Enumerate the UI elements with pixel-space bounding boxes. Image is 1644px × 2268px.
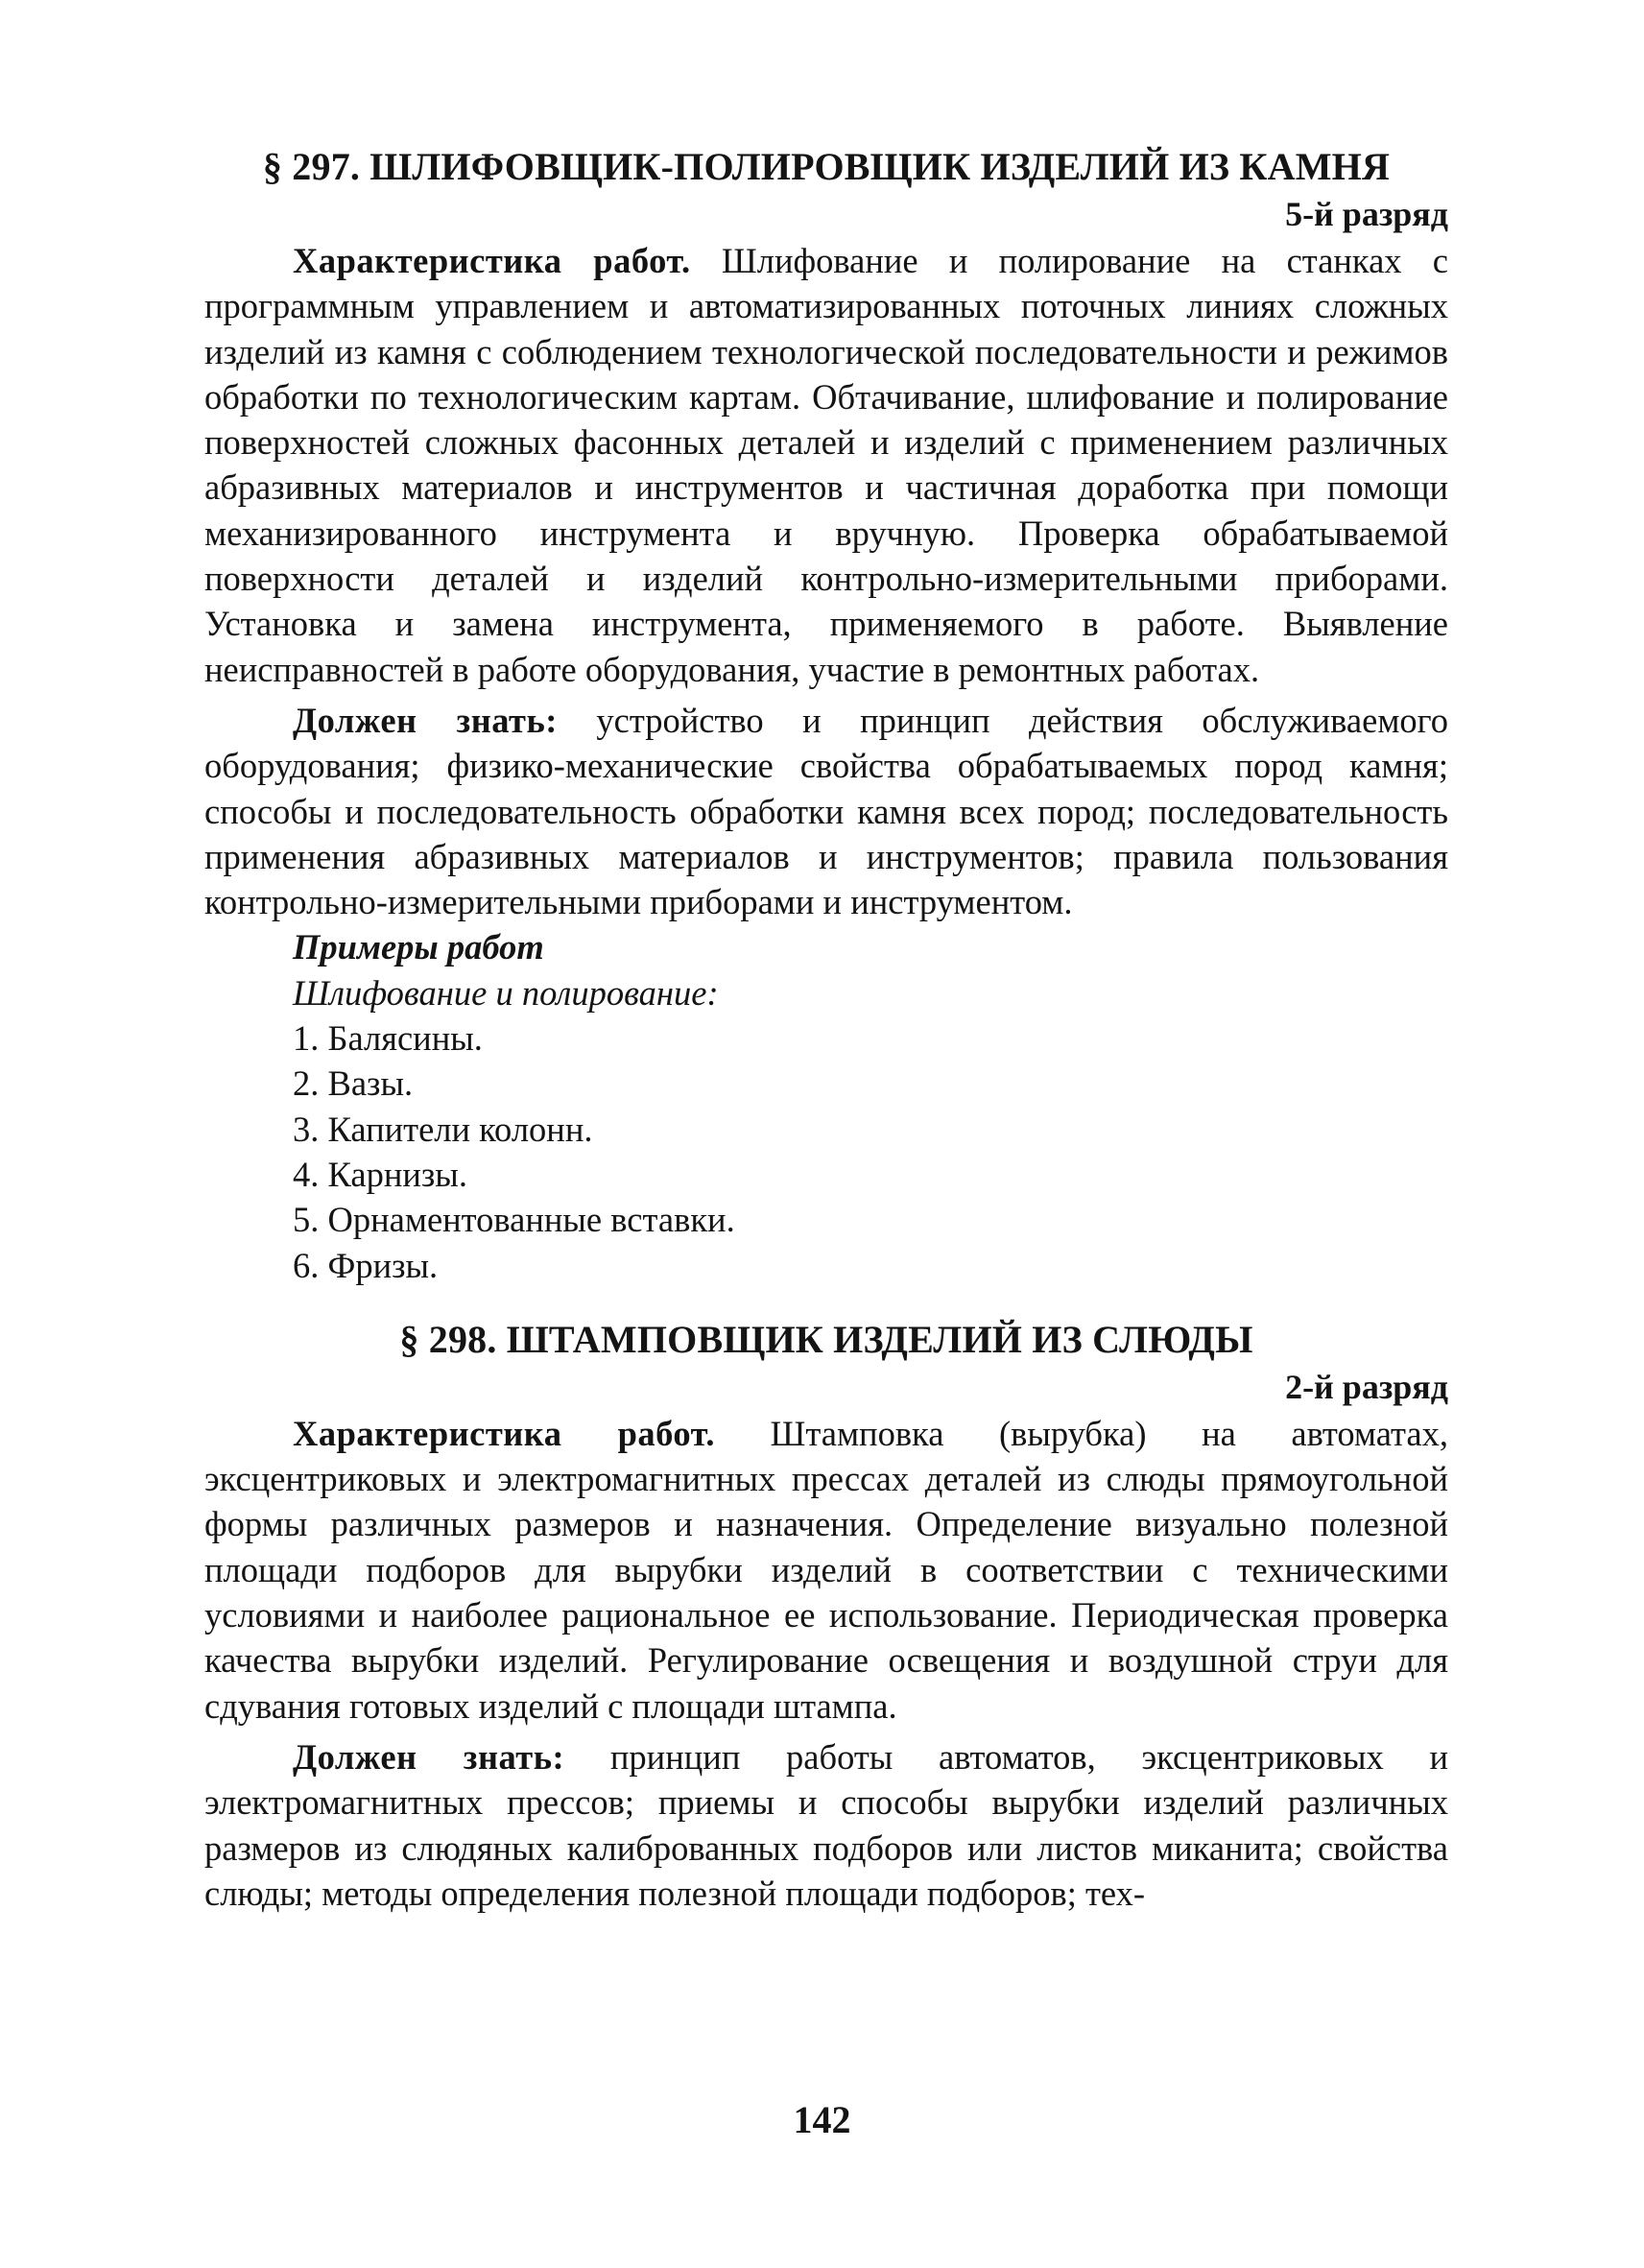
section-title: § 298. ШТАМПОВЩИК ИЗДЕЛИЙ ИЗ СЛЮДЫ bbox=[399, 1317, 1253, 1361]
list-item: 6. Фризы. bbox=[293, 1245, 439, 1285]
characteristic-label: Характеристика работ. bbox=[293, 1413, 715, 1453]
section-298 bbox=[204, 1317, 1448, 1916]
section-title: § 297. ШЛИФОВЩИК-ПОЛИРОВЩИК ИЗДЕЛИЙ ИЗ КАМНЯ bbox=[262, 145, 1391, 188]
list-item: 1. Балясины. bbox=[293, 1018, 483, 1059]
knowledge-label: Должен знать: bbox=[293, 700, 558, 740]
section-297 bbox=[204, 144, 1448, 1288]
list-item: 3. Капители колонн. bbox=[293, 1109, 593, 1149]
examples-block bbox=[204, 924, 1448, 1287]
document-page bbox=[204, 144, 1448, 1916]
examples-title: Примеры работ bbox=[293, 927, 544, 967]
knowledge-paragraph bbox=[204, 698, 1448, 924]
examples-subtitle: Шлифование и полирование: bbox=[293, 972, 719, 1013]
list-item: 4. Карнизы. bbox=[293, 1154, 467, 1194]
grade-label: 5-й разряд bbox=[1285, 195, 1448, 233]
list-item: 2. Вазы. bbox=[293, 1063, 414, 1104]
grade-label: 2-й разряд bbox=[1285, 1367, 1448, 1406]
characteristic-text: Штамповка (вырубка) на автоматах, эксцентриковых и электромагнитных прессах деталей из слюды прямоугольной формы различных размеров и назначения. Определение визуально полезной площади подборов для вырубки изделий в соответствии с техническими условиями и наиболее рациональное ее использование. Периодическая проверка качества вырубки изделий. Регулирование освещения и воздушной струи для сдувания готовых изделий с площади штампа. bbox=[204, 1413, 1448, 1726]
characteristic-text: Шлифование и полирование на станках с программным управлением и автоматизированных поточных линиях сложных изделий из камня с соблюдением технологической последовательности и режимов обработки по технологическим картам. Обтачивание, шлифование и полирование поверхностей сложных фасонных деталей и изделий с применением различных абразивных материалов и инструментов и частичная доработка при помощи механизированного инструмента и вручную. Проверка обрабатываемой поверхности деталей и изделий контрольно-измерительными приборами. Установка и замена инструмента, применяемого в работе. Выявление неисправностей в работе оборудования, участие в ремонтных работах. bbox=[204, 241, 1448, 689]
characteristic-paragraph bbox=[204, 1411, 1448, 1729]
knowledge-text: принцип работы автоматов, эксцентриковых и электромагнитных прессов; приемы и способы вырубки изделий различных размеров из слюдяных калиброванных подборов или листов миканита; свойства слюды; методы определения полезной площади подборов; тех- bbox=[204, 1736, 1448, 1913]
characteristic-paragraph bbox=[204, 238, 1448, 692]
knowledge-label: Должен знать: bbox=[293, 1736, 565, 1777]
characteristic-label: Характеристика работ. bbox=[293, 241, 691, 280]
page-number: 142 bbox=[793, 2098, 851, 2141]
knowledge-paragraph bbox=[204, 1734, 1448, 1916]
examples-list bbox=[293, 1015, 1448, 1288]
knowledge-text: устройство и принцип действия обслуживаемого оборудования; физико-механические свойства обрабатываемых пород камня; способы и последовательность обработки камня всех пород; последовательность применения абразивных материалов и инструментов; правила пользования контрольно-измерительными приборами и инструментом. bbox=[204, 700, 1448, 922]
list-item: 5. Орнаментованные вставки. bbox=[293, 1200, 735, 1240]
